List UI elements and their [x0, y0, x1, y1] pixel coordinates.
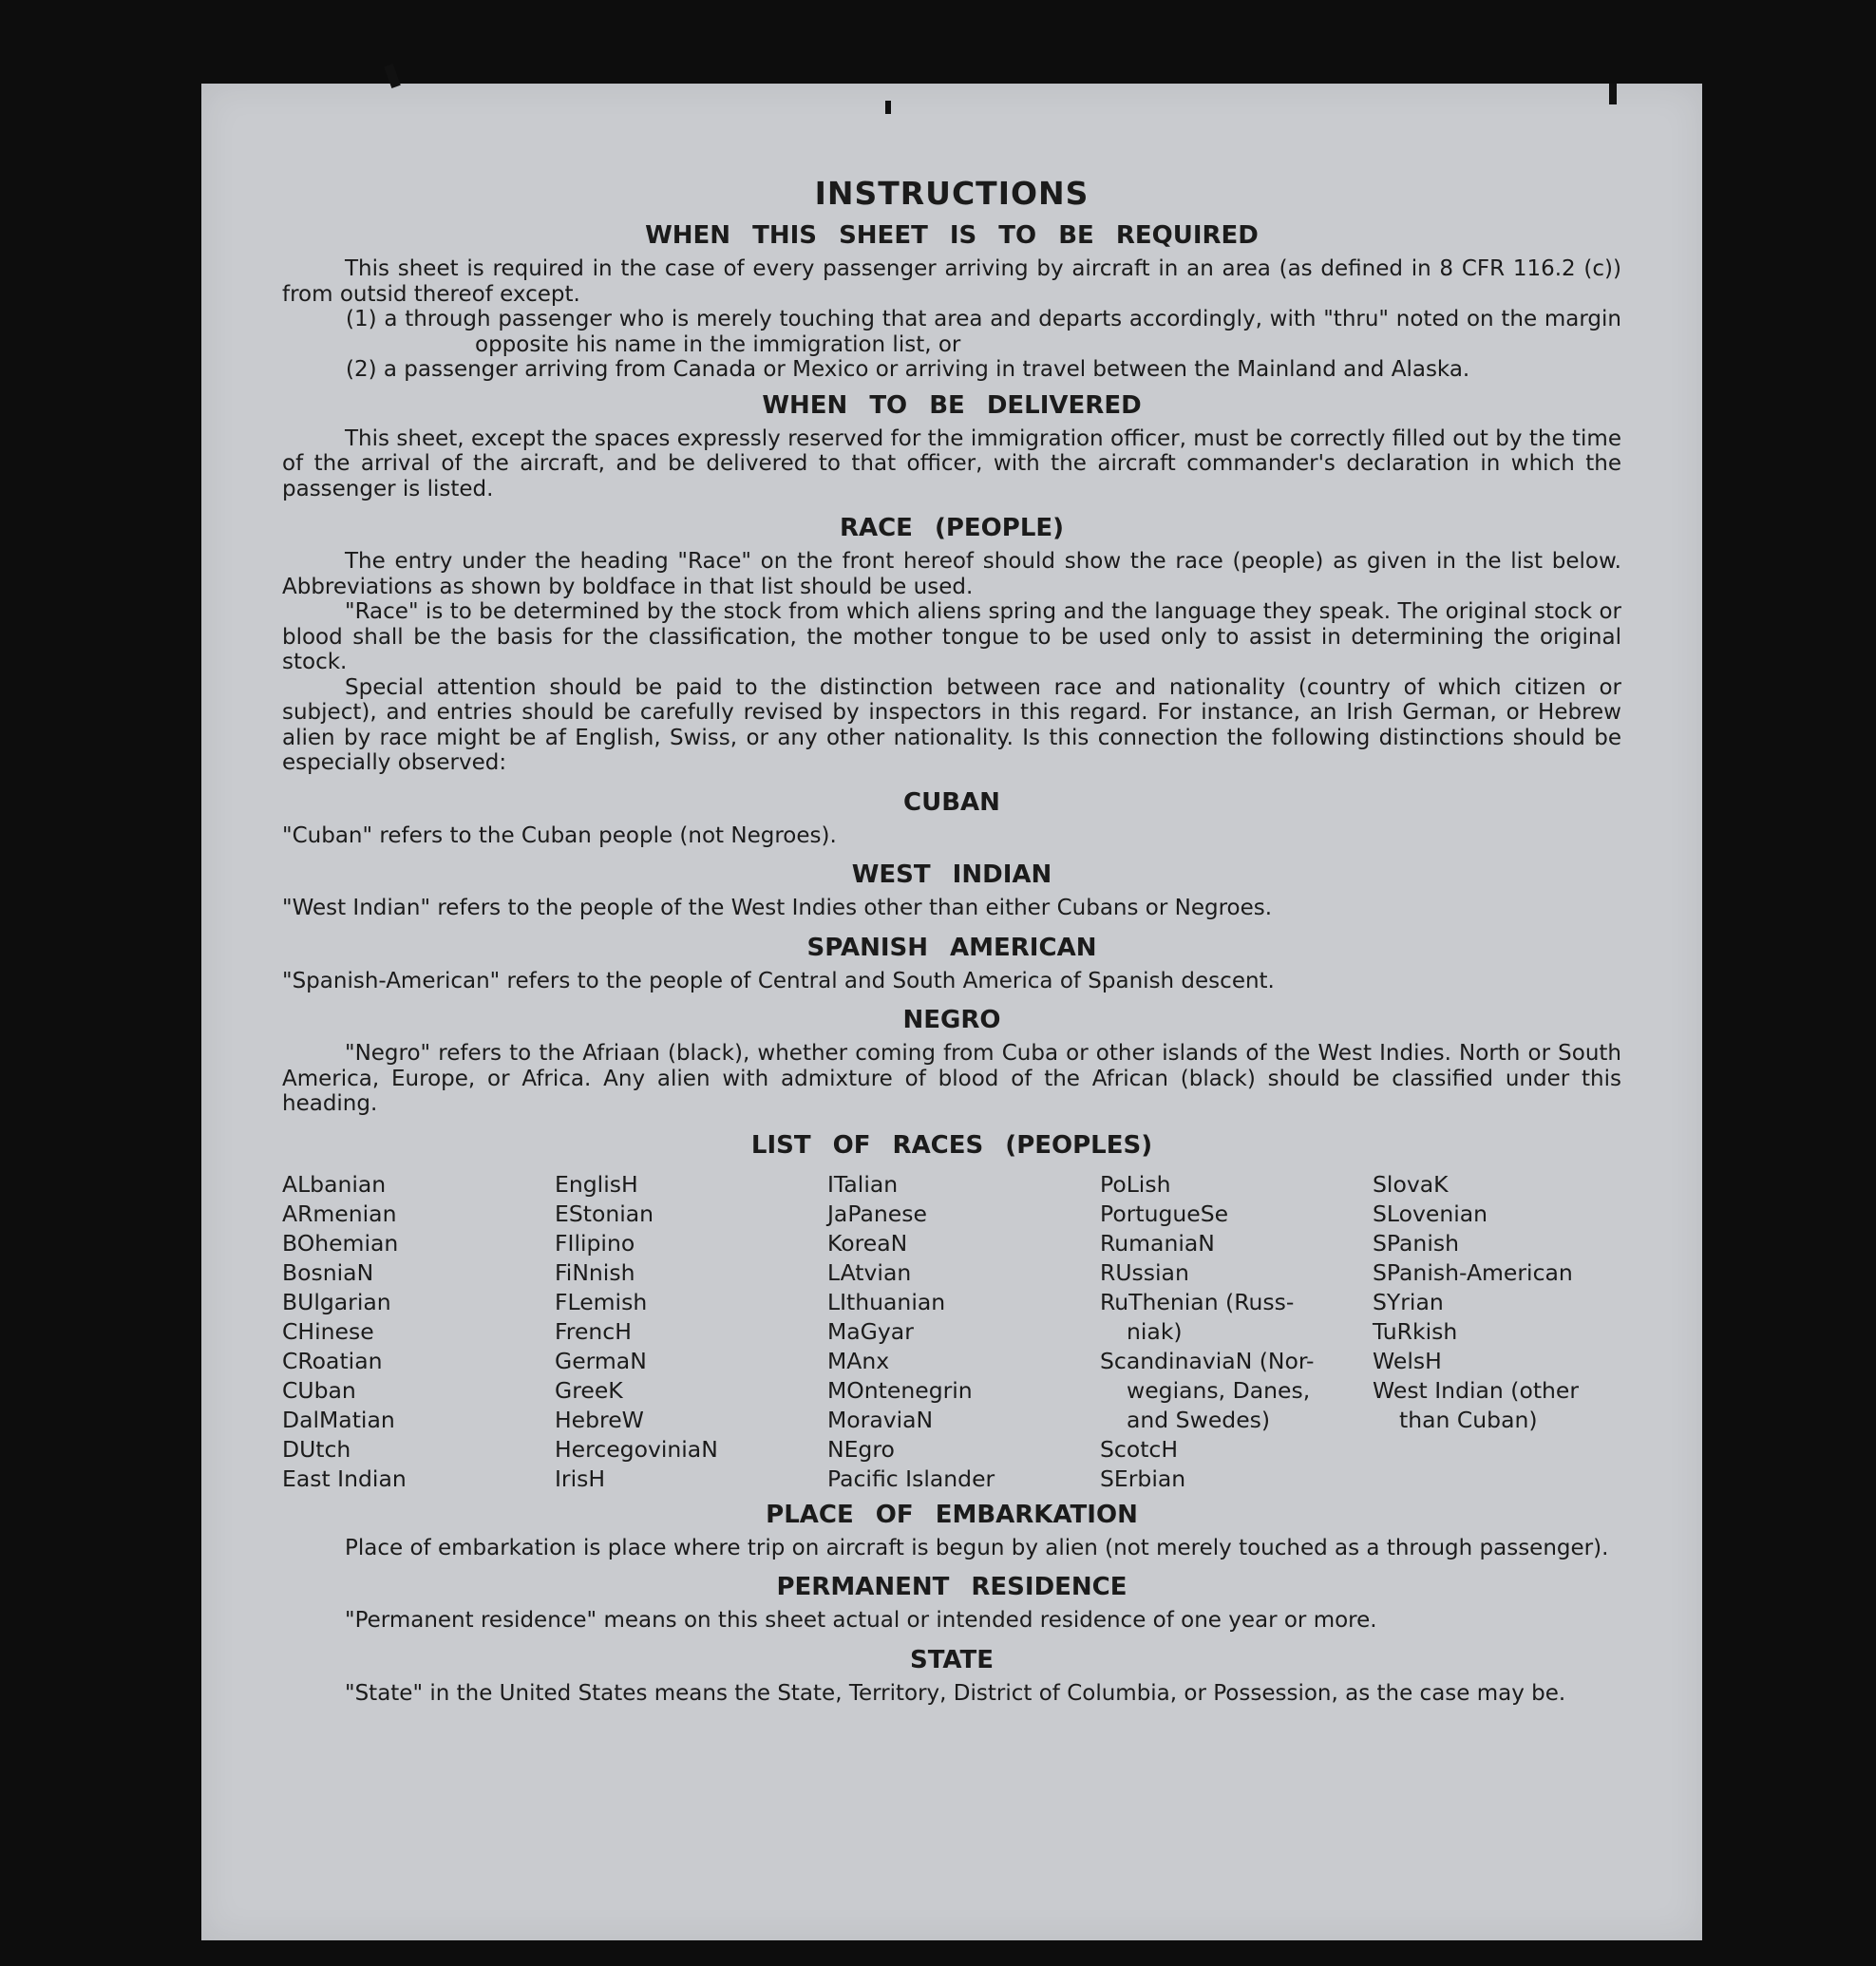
heading-negro: NEGRO — [902, 1006, 1001, 1034]
staple-mark-left — [384, 64, 401, 88]
race-list-item: ARmenian — [282, 1200, 397, 1227]
race-list-item: DalMatian — [282, 1406, 395, 1433]
required-intro: This sheet is required in the case of every passenger arriving by aircraft in an area (as defined in 8 CFR 116.2 (c)) from outsid thereof except. — [282, 256, 1621, 307]
race-list-item: PoLish — [1100, 1170, 1171, 1198]
race-list-item: HercegoviniaN — [555, 1435, 718, 1463]
race-list-item: ScandinaviaN (Nor- — [1100, 1347, 1315, 1374]
race-list-item: West Indian (other — [1373, 1376, 1580, 1404]
race-list-item: FrencH — [555, 1317, 632, 1345]
race-list-item: JaPanese — [827, 1200, 927, 1227]
race-list-item: Pacific Islander — [827, 1465, 995, 1492]
race-list-item: FIlipino — [555, 1229, 635, 1257]
race-list-item: KoreaN — [827, 1229, 908, 1257]
race-list-item: CHinese — [282, 1317, 374, 1345]
heading-spanish-american: SPANISH AMERICAN — [806, 933, 1097, 962]
race-list-item-continued: wegians, Danes, — [1127, 1376, 1311, 1404]
race-list-item: LIthuanian — [827, 1288, 946, 1315]
heading-cuban: CUBAN — [903, 787, 1000, 817]
heading-state: STATE — [909, 1645, 995, 1674]
race-list-item: MOntenegrin — [827, 1376, 973, 1404]
embarkation-text: Place of embarkation is place where trip on aircraft is begun by alien (not merely touched as a through passenger). — [345, 1535, 1609, 1560]
race-paragraph-3: Special attention should be paid to the distinction between race and nationality (country of which citizen or subject), and entries should be carefully revised by inspectors in this regard. For instance, an Irish German, or Hebrew alien by race might be af English, Swiss, or any other nationality. Is this connection the following distinctions should be especially observed: — [282, 674, 1621, 775]
heading-when-required: WHEN THIS SHEET IS TO BE REQUIRED — [645, 221, 1259, 250]
race-list-item: SlovaK — [1373, 1170, 1449, 1198]
race-list-item: SLovenian — [1373, 1200, 1488, 1227]
heading-permanent-residence: PERMANENT RESIDENCE — [776, 1573, 1127, 1601]
race-list-item: MAnx — [827, 1347, 890, 1374]
race-list-item: FiNnish — [555, 1258, 635, 1286]
race-list-item: BOhemian — [282, 1229, 399, 1257]
state-text: "State" in the United States means the State, Territory, District of Columbia, or Possession, as the case may be. — [345, 1680, 1566, 1706]
race-list-item-continued: niak) — [1127, 1317, 1183, 1345]
race-list-item: BosniaN — [282, 1258, 374, 1286]
race-list-item: LAtvian — [827, 1258, 912, 1286]
race-list-item: TuRkish — [1373, 1317, 1458, 1345]
west-indian-text: "West Indian" refers to the people of the West Indies other than either Cubans or Negroes. — [282, 896, 1273, 920]
document-title: INSTRUCTIONS — [814, 175, 1090, 212]
race-list-column-4 — [1100, 1170, 1373, 1494]
delivered-text: This sheet, except the spaces expressly reserved for the immigration officer, must be correctly filled out by the time of the arrival of the aircraft, and be delivered to that officer, with the aircraft commander's declaration in which the passenger is listed. — [282, 425, 1621, 501]
required-item-2: (2) a passenger arriving from Canada or Mexico or arriving in travel between the Mainland and Alaska. — [346, 357, 1470, 382]
race-list-item: PortugueSe — [1100, 1200, 1229, 1227]
document-content — [282, 175, 1621, 1706]
race-list-item: SErbian — [1100, 1465, 1186, 1492]
race-list-item: GermaN — [555, 1347, 647, 1374]
race-list-item: ALbanian — [282, 1170, 387, 1198]
race-list-item: EnglisH — [555, 1170, 638, 1198]
negro-text: "Negro" refers to the Afriaan (black), whether coming from Cuba or other islands of the West Indies. North or South America, Europe, or Africa. Any alien with admixture of blood of the African (black) should be classified under this heading. — [282, 1041, 1621, 1116]
race-list-item: RuThenian (Russ- — [1100, 1288, 1295, 1315]
race-list-column-2 — [555, 1170, 827, 1494]
race-list-item: MaGyar — [827, 1317, 914, 1345]
race-paragraph-1: The entry under the heading "Race" on the front hereof should show the race (people) as given in the list below. Abbreviations as shown by boldface in that list should be used. — [282, 549, 1621, 599]
staple-mark-center — [885, 101, 891, 114]
spanish-american-text: "Spanish-American" refers to the people of Central and South America of Spanish descent. — [282, 968, 1275, 993]
race-list-item: SPanish — [1373, 1229, 1459, 1257]
race-list-item: ScotcH — [1100, 1435, 1179, 1463]
residence-text: "Permanent residence" means on this sheet actual or intended residence of one year or more. — [345, 1608, 1377, 1633]
heading-place-of-embarkation: PLACE OF EMBARKATION — [766, 1500, 1138, 1529]
cuban-text: "Cuban" refers to the Cuban people (not Negroes). — [282, 822, 837, 848]
race-list-item: BUlgarian — [282, 1288, 391, 1315]
race-list-item: CRoatian — [282, 1347, 383, 1374]
race-list-column-1 — [282, 1170, 555, 1494]
heading-list-of-races: LIST OF RACES (PEOPLES) — [750, 1130, 1153, 1160]
document-page — [201, 84, 1702, 1940]
race-list-item: SYrian — [1373, 1288, 1444, 1315]
race-list-item: EStonian — [555, 1200, 654, 1227]
race-list-item: DUtch — [282, 1435, 351, 1463]
heading-west-indian: WEST INDIAN — [851, 860, 1052, 889]
race-list — [282, 1170, 1621, 1494]
race-list-item-continued: than Cuban) — [1399, 1406, 1538, 1433]
race-list-item: RumaniaN — [1100, 1229, 1215, 1257]
race-list-item: CUban — [282, 1376, 356, 1404]
required-item-1: (1) a through passenger who is merely touching that area and departs accordingly, with "thru" noted on the margin opposite his name in the immigration list, or — [346, 307, 1621, 357]
race-list-item: RUssian — [1100, 1258, 1189, 1286]
race-list-item: MoraviaN — [827, 1406, 934, 1433]
race-list-column-3 — [827, 1170, 1100, 1494]
race-list-item-continued: and Swedes) — [1127, 1406, 1271, 1433]
race-list-item: NEgro — [827, 1435, 895, 1463]
staple-mark-right — [1609, 84, 1617, 104]
race-list-item: HebreW — [555, 1406, 644, 1433]
race-list-column-5 — [1373, 1170, 1621, 1494]
race-list-item: GreeK — [555, 1376, 623, 1404]
race-list-item: SPanish-American — [1373, 1258, 1573, 1286]
heading-when-delivered: WHEN TO BE DELIVERED — [762, 390, 1142, 420]
race-list-item: ITalian — [827, 1170, 899, 1198]
race-list-item: IrisH — [555, 1465, 606, 1492]
race-paragraph-2: "Race" is to be determined by the stock from which aliens spring and the language they speak. The original stock or blood shall be the basis for the classification, the mother tongue to be used only to assist in determining the original stock. — [282, 599, 1621, 674]
race-list-item: FLemish — [555, 1288, 648, 1315]
heading-race: RACE (PEOPLE) — [839, 514, 1065, 542]
race-list-item: WelsH — [1373, 1347, 1442, 1374]
race-list-item: East Indian — [282, 1465, 407, 1492]
